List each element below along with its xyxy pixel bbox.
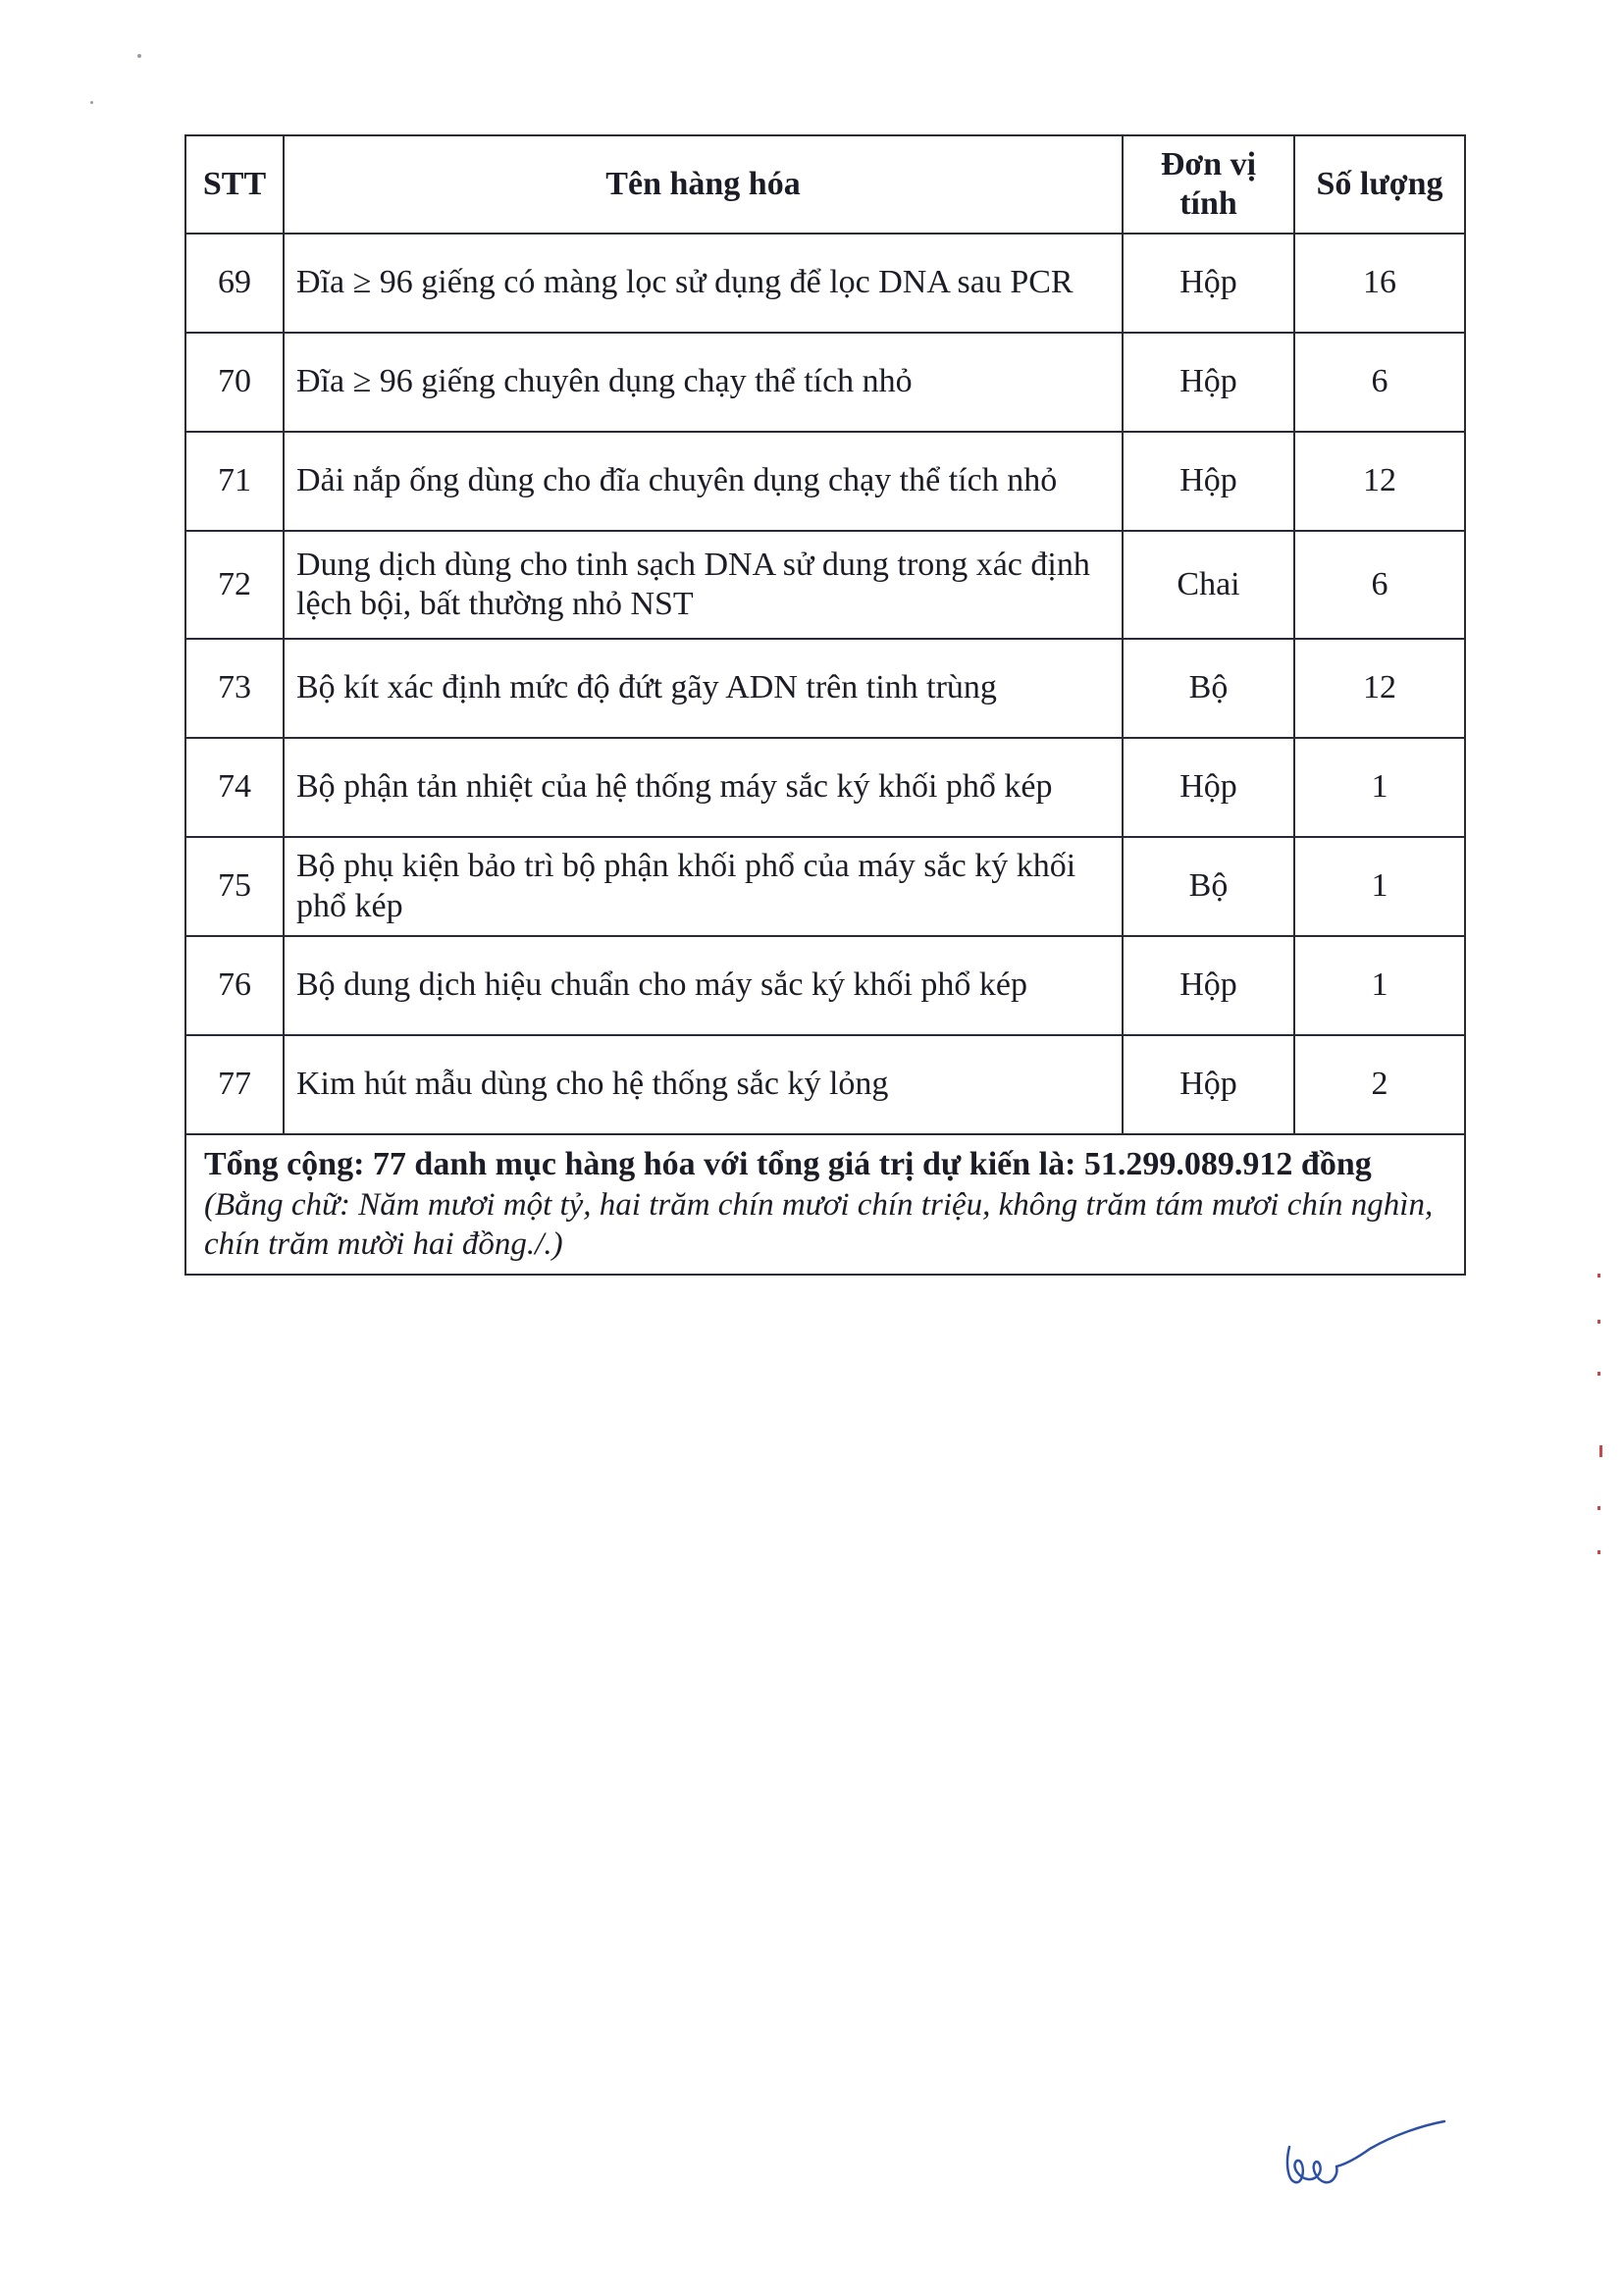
- scan-mark: [1597, 1506, 1600, 1510]
- header-goods-name: Tên hàng hóa: [284, 135, 1123, 234]
- row-stt: 75: [185, 837, 284, 936]
- row-quantity: 1: [1294, 738, 1465, 837]
- row-goods-name: Bộ phận tản nhiệt của hệ thống máy sắc ký khối phổ kép: [284, 738, 1123, 837]
- row-stt: 69: [185, 234, 284, 333]
- scan-mark: [1597, 1372, 1600, 1376]
- header-unit: Đơn vị tính: [1123, 135, 1294, 234]
- row-goods-name: Đĩa ≥ 96 giếng có màng lọc sử dụng để lọc DNA sau PCR: [284, 234, 1123, 333]
- table-row: [185, 837, 1465, 936]
- row-stt: 74: [185, 738, 284, 837]
- row-stt: 77: [185, 1035, 284, 1134]
- row-stt: 72: [185, 531, 284, 639]
- row-stt: 73: [185, 639, 284, 738]
- row-quantity: 12: [1294, 639, 1465, 738]
- header-stt: STT: [185, 135, 284, 234]
- scan-mark: [1597, 1274, 1600, 1278]
- table-row: [185, 531, 1465, 639]
- scan-mark: [1597, 1550, 1600, 1554]
- row-quantity: 12: [1294, 432, 1465, 531]
- row-unit: Hộp: [1123, 234, 1294, 333]
- row-goods-name: Dải nắp ống dùng cho đĩa chuyên dụng chạy thể tích nhỏ: [284, 432, 1123, 531]
- row-goods-name: Đĩa ≥ 96 giếng chuyên dụng chạy thể tích nhỏ: [284, 333, 1123, 432]
- row-goods-name: Bộ phụ kiện bảo trì bộ phận khối phổ của máy sắc ký khối phổ kép: [284, 837, 1123, 936]
- row-unit: Chai: [1123, 531, 1294, 639]
- row-goods-name: Bộ dung dịch hiệu chuẩn cho máy sắc ký khối phổ kép: [284, 936, 1123, 1035]
- table-row: [185, 1035, 1465, 1134]
- row-unit: Bộ: [1123, 837, 1294, 936]
- row-quantity: 1: [1294, 936, 1465, 1035]
- table-row: [185, 333, 1465, 432]
- total-in-words: (Bằng chữ: Năm mươi một tỷ, hai trăm chín mươi chín triệu, không trăm tám mươi chín nghìn, chín trăm mười hai đồng./.): [204, 1186, 1434, 1263]
- scan-speck: [137, 54, 141, 58]
- total-cell: [185, 1134, 1465, 1275]
- row-stt: 76: [185, 936, 284, 1035]
- scan-mark: [1597, 1320, 1600, 1324]
- row-quantity: 6: [1294, 531, 1465, 639]
- row-goods-name: Bộ kít xác định mức độ đứt gãy ADN trên tinh trùng: [284, 639, 1123, 738]
- table-row: [185, 639, 1465, 738]
- row-unit: Hộp: [1123, 432, 1294, 531]
- scan-speck: [90, 101, 93, 104]
- table-header-row: [185, 135, 1465, 234]
- header-quantity: Số lượng: [1294, 135, 1465, 234]
- row-quantity: 6: [1294, 333, 1465, 432]
- row-quantity: 2: [1294, 1035, 1465, 1134]
- total-row: [185, 1134, 1465, 1275]
- table-row: [185, 936, 1465, 1035]
- table-row: [185, 432, 1465, 531]
- row-quantity: 1: [1294, 837, 1465, 936]
- row-goods-name: Dung dịch dùng cho tinh sạch DNA sử dung trong xác định lệch bội, bất thường nhỏ NST: [284, 531, 1123, 639]
- row-goods-name: Kim hút mẫu dùng cho hệ thống sắc ký lỏng: [284, 1035, 1123, 1134]
- table-row: [185, 738, 1465, 837]
- row-stt: 71: [185, 432, 284, 531]
- row-unit: Bộ: [1123, 639, 1294, 738]
- row-stt: 70: [185, 333, 284, 432]
- row-unit: Hộp: [1123, 936, 1294, 1035]
- row-unit: Hộp: [1123, 738, 1294, 837]
- goods-table: [184, 134, 1466, 1276]
- row-unit: Hộp: [1123, 333, 1294, 432]
- scan-mark: [1599, 1445, 1602, 1457]
- row-quantity: 16: [1294, 234, 1465, 333]
- total-summary: Tổng cộng: 77 danh mục hàng hóa với tổng giá trị dự kiến là: 51.299.089.912 đồng: [204, 1146, 1372, 1182]
- table-row: [185, 234, 1465, 333]
- handwritten-signature: [1276, 2119, 1452, 2198]
- row-unit: Hộp: [1123, 1035, 1294, 1134]
